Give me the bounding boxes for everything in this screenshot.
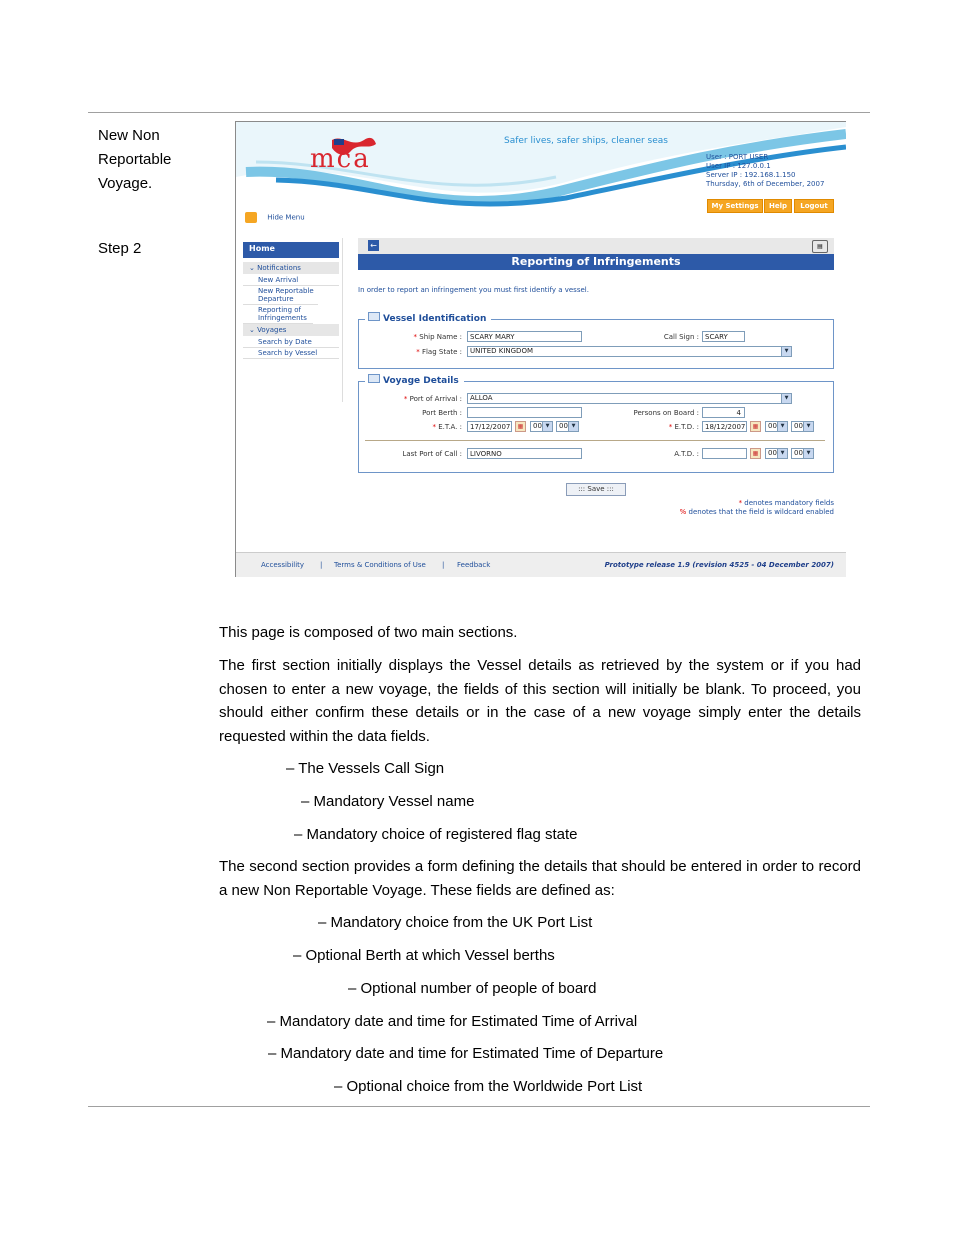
voyage-divider [365,440,825,441]
menu-home[interactable]: Home [243,242,339,258]
user-info [706,153,824,189]
menu-item-search-by-date[interactable]: Search by Date [243,337,339,348]
chevron-down-icon: ▼ [777,449,787,458]
my-settings-button[interactable]: My Settings [707,199,763,213]
server-ip: Server IP : 192.168.1.150 [706,171,796,179]
calendar-icon[interactable]: ▦ [750,421,761,432]
current-date: Thursday, 6th of December, 2007 [706,180,825,188]
etd-minute-select[interactable]: 00 ▼ [791,421,814,432]
chevron-down-icon: ⌄ [249,264,258,272]
call-sign-label: Call Sign : [663,333,699,341]
eta-date-input[interactable]: 17/12/2007 [467,421,512,432]
bottom-rule [88,1106,870,1107]
bullet-call-sign: – The Vessels Call Sign [286,760,445,777]
back-arrow-icon[interactable]: ← [368,240,379,251]
panel-title: Reporting of Infringements [358,254,834,270]
help-button[interactable]: Help [764,199,792,213]
wildcard-note: % denotes that the field is wildcard enabled [679,508,834,516]
etd-date-input[interactable]: 18/12/2007 [702,421,747,432]
user-name: User : PORT USER [706,153,769,161]
table-icon [368,374,380,383]
logo-text: mca [310,144,371,174]
calendar-icon[interactable]: ▦ [515,421,526,432]
footer-separator: | [442,561,445,569]
table-icon [368,312,380,321]
port-of-arrival-value: ALLOA [470,394,493,402]
bullet-last-port: – Optional choice from the Worldwide Port List [334,1078,643,1095]
port-of-arrival-select[interactable] [467,393,792,404]
calendar-icon[interactable]: ▦ [750,448,761,459]
section-title-line: New Non [98,127,160,144]
logout-button[interactable]: Logout [794,199,834,213]
atd-hour-select[interactable]: 00 ▼ [765,448,788,459]
port-of-arrival-label: * Port of Arrival : [403,395,462,403]
flag-state-label: * Flag State : [416,348,462,356]
etd-label: * E.T.D. : [668,423,699,431]
app-footer [236,552,846,577]
paragraph-intro: This page is composed of two main sections. [219,624,518,641]
bullet-port-berth: – Optional Berth at which Vessel berths [293,947,555,964]
ship-name-label: * Ship Name : [413,333,462,341]
menu-section-label: Notifications [257,264,301,272]
etd-hour-select[interactable]: 00 ▼ [765,421,788,432]
user-ip: User IP : 127.0.0.1 [706,162,771,170]
bullet-port-arrival: – Mandatory choice from the UK Port List [318,914,593,931]
atd-date-input[interactable] [702,448,747,459]
bullet-etd: – Mandatory date and time for Estimated Time of Departure [268,1045,664,1062]
legend-text: Vessel Identification [383,314,487,324]
voyage-details-fieldset [358,376,834,473]
release-info: Prototype release 1.9 (revision 4525 - 04 December 2007) [604,561,834,569]
step-label: Step 2 [98,240,142,257]
chevron-down-icon: ▼ [568,422,578,431]
chevron-down-icon: ▼ [781,347,791,356]
app-screenshot [235,121,846,577]
port-berth-label: Port Berth : [422,409,462,417]
voyage-details-legend [365,374,464,386]
menu-section-label: Voyages [257,326,287,334]
port-berth-input[interactable] [467,407,582,418]
main-panel [358,238,834,270]
chevron-down-icon: ▼ [803,422,813,431]
menu-divider [342,238,343,402]
eta-minute-select[interactable]: 00 ▼ [556,421,579,432]
chevron-down-icon: ⌄ [249,326,258,334]
section-title-line: Voyage. [98,175,153,192]
bullet-flag-state: – Mandatory choice of registered flag state [294,826,578,843]
bullet-eta: – Mandatory date and time for Estimated Time of Arrival [267,1013,638,1030]
hide-menu-toggle[interactable] [245,212,305,223]
atd-label: A.T.D. : [674,450,699,458]
feedback-link[interactable]: Feedback [457,561,491,569]
menu-item-reporting-infringements[interactable]: Reporting of Infringements [243,305,313,324]
menu-item-search-by-vessel[interactable]: Search by Vessel [243,348,339,359]
persons-on-board-label: Persons on Board : [633,409,699,417]
tagline: Safer lives, safer ships, cleaner seas [504,136,668,146]
ship-name-input[interactable]: SCARY MARY [467,331,582,342]
flag-state-value: UNITED KINGDOM [470,347,533,355]
flag-state-select[interactable] [467,346,792,357]
menu-item-new-reportable-departure[interactable]: New Reportable Departure [243,286,318,305]
bullet-vessel-name: – Mandatory Vessel name [301,793,475,810]
eta-hour-select[interactable]: 00 ▼ [530,421,553,432]
last-port-label: Last Port of Call : [402,450,462,458]
footer-separator: | [320,561,323,569]
hide-menu-icon [245,212,257,223]
atd-minute-select[interactable]: 00 ▼ [791,448,814,459]
hide-menu-label: Hide Menu [267,213,305,222]
chevron-down-icon: ▼ [803,449,813,458]
section-title-line: Reportable [98,151,172,168]
paragraph-second-section: The second section provides a form defining the details that should be entered in order to record a new Non Reportable Voyage. These fields are defined as: [219,858,861,899]
section-title [98,124,171,196]
vessel-identification-legend [365,312,491,324]
chevron-down-icon: ▼ [542,422,552,431]
menu-section-notifications[interactable] [243,262,339,275]
paragraph-first-section: The first section initially displays the Vessel details as retrieved by the system or if you had chosen to enter a new voyage, the fields of this section will initially be blank. To proceed, you should either confirm these details or in the case of a new voyage simply enter the details requested within the data fields. [219,657,861,745]
vessel-identification-fieldset [358,314,834,369]
last-port-input[interactable]: LIVORNO [467,448,582,459]
print-icon[interactable]: ▤ [812,240,828,253]
menu-item-new-arrival[interactable]: New Arrival [243,275,339,286]
legend-text: Voyage Details [383,376,459,386]
top-rule [88,112,870,113]
panel-toolbar [358,238,834,254]
mandatory-note: * denotes mandatory fields [738,499,834,507]
save-button[interactable]: ::: Save ::: [566,483,626,496]
chevron-down-icon: ▼ [777,422,787,431]
intro-text: In order to report an infringement you must first identify a vessel. [358,286,589,294]
accessibility-link[interactable]: Accessibility [261,561,305,569]
call-sign-input[interactable]: SCARY [702,331,745,342]
chevron-down-icon: ▼ [781,394,791,403]
terms-link[interactable]: Terms & Conditions of Use [334,561,426,569]
bullet-persons: – Optional number of people of board [348,980,597,997]
menu-section-voyages[interactable] [243,324,339,337]
eta-label: * E.T.A. : [432,423,462,431]
side-menu [243,238,339,359]
persons-on-board-input[interactable]: 4 [702,407,745,418]
